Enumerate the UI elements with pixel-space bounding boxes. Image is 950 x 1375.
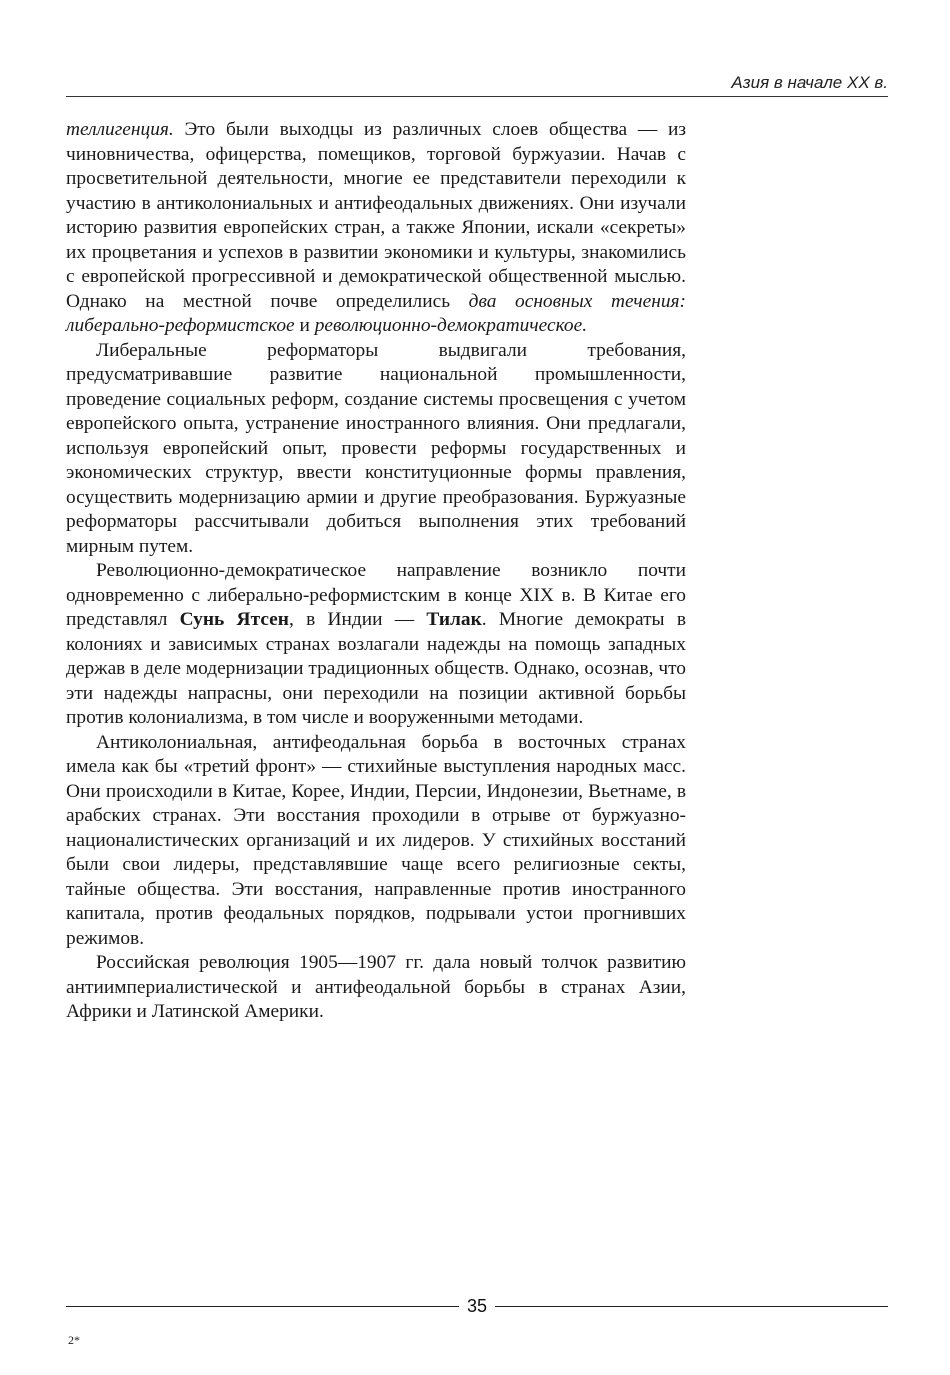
italic-term: революционно-демократическое. [314, 315, 588, 336]
paragraph [66, 339, 686, 560]
text-run: . Многие демократы в колониях и зависимых странах возлагали надежды на помощь западных держав в деле модернизации традиционных обществ. Однако, осознав, что эти надежды напрасны, они переходили на позиции активной борьбы против колониализма, в том числе и вооруженными методами. [66, 609, 686, 728]
text-run: Антиколониальная, антифеодальная борьба в восточных странах имела как бы «третий фронт» — стихийные выступления народных масс. Они происходили в Китае, Корее, Индии, Персии, Индонезии, Вьетнаме, в арабских странах. Эти восстания проходили в отрыве от буржуазно-националистических организаций и их лидеров. У стихийных восстаний были свои лидеры, представлявшие чаще всего религиозные секты, тайные общества. Эти восстания, направленные против иностранного капитала, против феодальных порядков, подрывали устои прогнивших режимов. [66, 731, 686, 949]
footer-rule-left [66, 1306, 459, 1307]
bold-name: Тилак [426, 609, 482, 630]
running-header [66, 70, 888, 97]
paragraph [66, 118, 686, 339]
signature-mark: 2* [68, 1333, 80, 1347]
paragraph [66, 731, 686, 952]
text-run: Это были выходцы из различных слоев общества — из чиновничества, офицерства, помещиков, торговой буржуазии. Начав с просветительной деятельности, многие ее представители переходили к участию в антиколониальных и антифеодальных движениях. Они изучали историю развития европейских стран, а также Японии, искали «секреты» их процветания и успехов в развитии экономики и культуры, знакомились с европейской прогрессивной и демократической общественной мыслью. Однако на местной почве определились [66, 119, 686, 312]
paragraph [66, 559, 686, 731]
italic-term: два основных течения: либерально-реформистское [66, 290, 686, 336]
running-title: Азия в начале XX в. [731, 73, 888, 92]
text-run: , в Индии — [288, 609, 427, 630]
footer-rule-right [495, 1306, 888, 1307]
bold-name: Сунь Ятсен [179, 609, 289, 630]
page-footer [66, 1294, 888, 1318]
text-run: Революционно-демократическое направление возникло почти одновременно с либерально-реформистским в конце XIX в. В Китае его представлял [66, 560, 686, 630]
text-run: Либеральные реформаторы выдвигали требования, предусматривавшие развитие национальной промышленности, проведение социальных реформ, создание системы просвещения с учетом европейского опыта, устранение иностранного влияния. Они предлагали, используя европейский опыт, провести реформы государственных и экономических структур, ввести конституционные формы правления, осуществить модернизацию армии и другие преобразования. Буржуазные реформаторы рассчитывали добиться выполнения этих требований мирным путем. [66, 339, 686, 557]
body-text [66, 118, 686, 1025]
page-number: 35 [466, 1295, 488, 1316]
text-run: и [294, 315, 315, 336]
text-run: Российская революция 1905—1907 гг. дала новый толчок развитию антиимпериалистической и антифеодальной борьбы в странах Азии, Африки и Латинской Америки. [66, 952, 686, 1022]
paragraph [66, 951, 686, 1025]
italic-term: теллигенция. [66, 119, 174, 140]
